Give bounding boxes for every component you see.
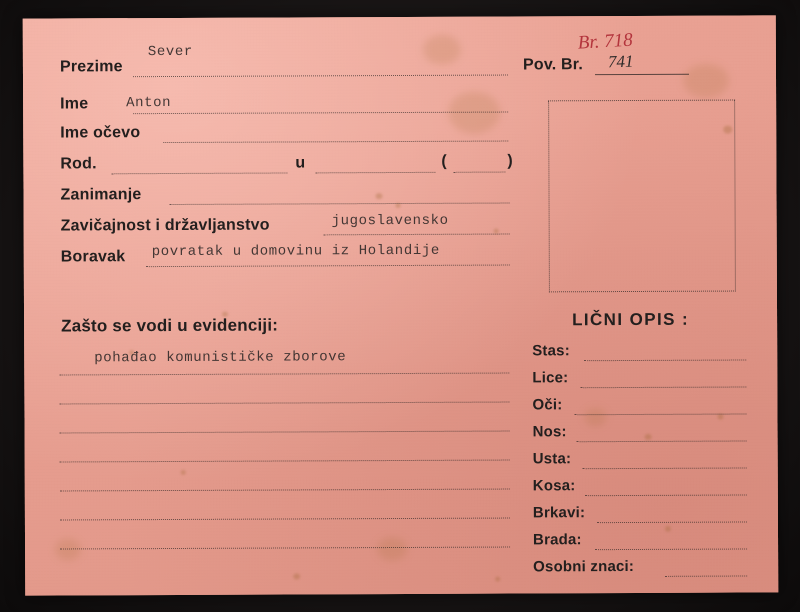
field-line-prezime [133,75,508,78]
reason-line [59,373,509,376]
paren-close: ) [507,152,513,170]
field-label-ime-ocevo: Ime očevo [60,124,141,142]
desc-label-kosa: Kosa: [532,477,576,495]
desc-label-oci: Oči: [532,396,563,414]
handwritten-reference-note: Br. 718 [577,29,634,54]
description-heading: LIČNI OPIS : [572,309,690,330]
field-label-rod: Rod. [60,155,97,173]
field-label-zanimanje: Zanimanje [60,186,142,204]
reference-value: 741 [607,51,634,72]
desc-line-oci [574,413,746,415]
field-line-rod-place [315,172,435,174]
desc-line-lice [580,386,746,388]
field-line-zanimanje [170,203,510,205]
desc-label-osobni-znaci: Osobni znaci: [533,557,635,576]
desc-line-brada [595,548,747,550]
desc-label-lice: Lice: [532,369,569,387]
desc-line-osobni-znaci [665,575,747,576]
photo-placeholder-box [548,100,736,293]
field-label-rod-u: u [295,154,306,172]
reason-heading: Zašto se vodi u evidenciji: [61,315,279,336]
field-value-ime: Anton [126,94,172,112]
desc-line-brkavi [597,521,747,523]
desc-label-stas: Stas: [532,342,570,360]
field-line-rod-county [453,172,505,173]
desc-label-brkavi: Brkavi: [532,504,586,522]
reason-line [60,431,510,434]
desc-line-stas [584,359,746,361]
document-card [23,15,779,595]
reference-label: Pov. Br. [522,56,583,74]
desc-label-usta: Usta: [532,450,572,468]
reason-line [60,489,510,492]
desc-line-kosa [585,494,747,496]
field-label-ime: Ime [60,95,89,113]
reason-line [60,547,510,550]
field-line-boravak [146,265,510,268]
paren-open: ( [441,152,447,170]
field-line-ime-ocevo [163,141,508,144]
field-line-ime [133,112,508,115]
reason-line [60,460,510,463]
field-label-boravak: Boravak [60,248,126,266]
desc-label-brada: Brada: [532,531,582,549]
desc-line-usta [583,467,747,469]
reason-line [60,518,510,521]
field-value-zavicajnost: jugoslavensko [331,212,449,230]
field-value-prezime: Sever [147,43,193,61]
reference-underline [595,74,689,75]
field-value-boravak: povratak u domovinu iz Holandije [151,242,440,261]
field-line-zavicajnost [324,234,510,236]
field-line-rod-date [111,172,287,174]
field-label-prezime: Prezime [59,58,123,76]
field-label-zavicajnost: Zavičajnost i državljanstvo [60,216,270,235]
desc-label-nos: Nos: [532,423,567,441]
desc-line-nos [577,440,747,442]
reason-entry: pohađao komunističke zborove [94,349,347,367]
reason-line [59,402,509,405]
